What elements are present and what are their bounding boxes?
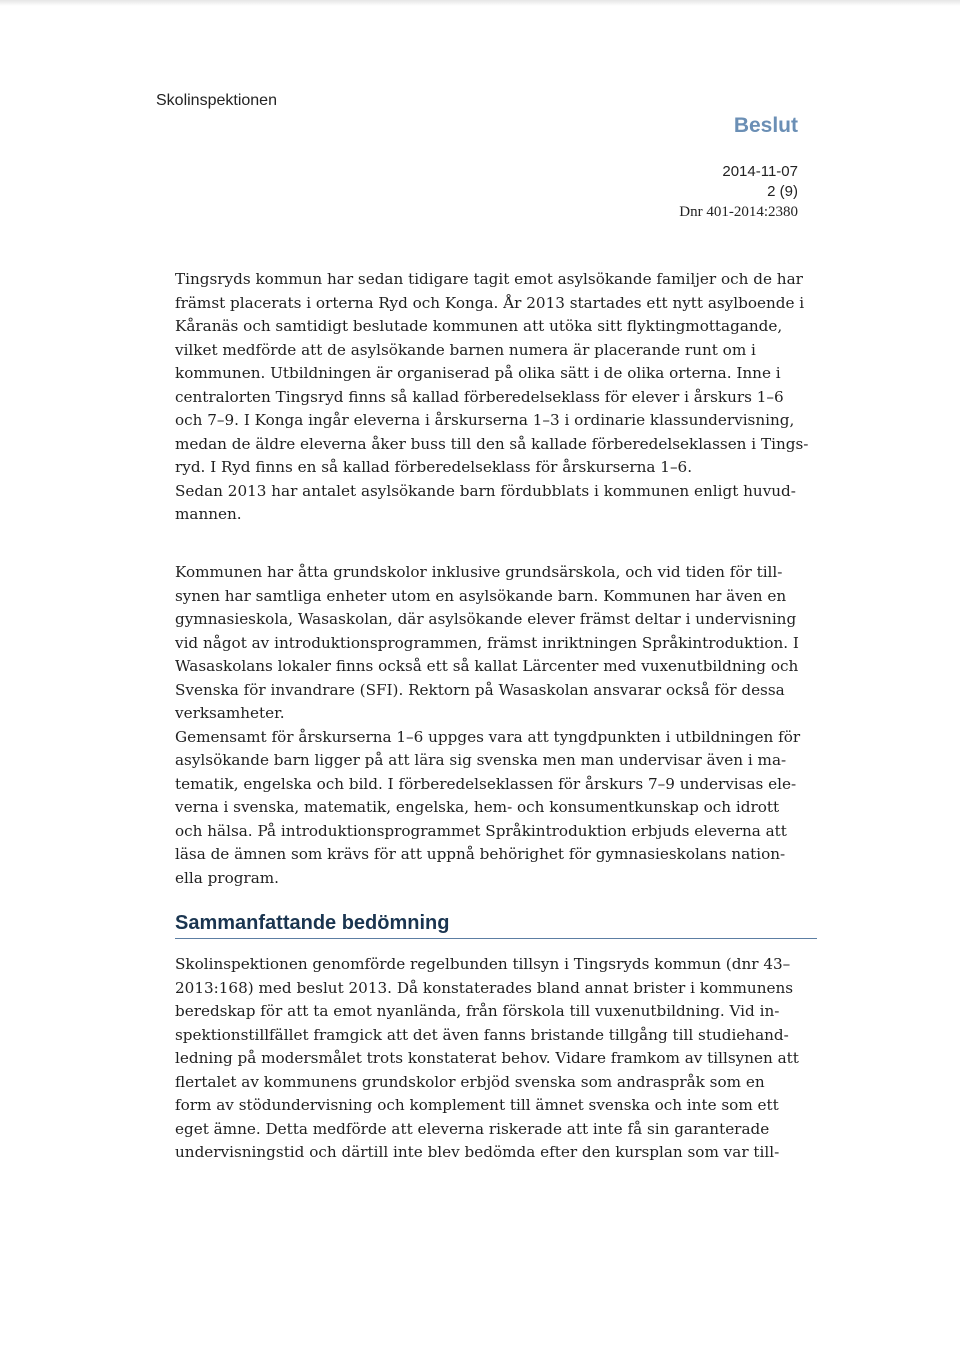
text-line: beredskap för att ta emot nyanlända, från förskola till vuxenutbildning. Vid in- — [175, 1002, 780, 1020]
text-line: Kåranäs och samtidigt beslutade kommunen att utöka sitt flyktingmottagande, — [175, 317, 783, 335]
text-line: centralorten Tingsryd finns så kallad förberedelseklass för elever i årskurs 1–6 — [175, 387, 784, 406]
text-line: medan de äldre eleverna åker buss till den så kallade förberedelseklassen i Tings- — [175, 434, 809, 453]
text-line: form av stödundervisning och komplement till ämnet svenska och inte som ett — [175, 1096, 779, 1114]
text-line: vid något av introduktionsprogrammen, främst inriktningen Språkintroduktion. I — [175, 633, 799, 652]
text-line: vilket medförde att de asylsökande barnen numera är placerande runt om i — [175, 340, 756, 359]
text-line: gymnasieskola, Wasaskolan, där asylsökande elever främst deltar i undervisning — [175, 610, 797, 628]
text-line: 2013:168) med beslut 2013. Då konstaterades bland annat brister i kommunens — [175, 978, 794, 997]
text-line: främst placerats i orterna Ryd och Konga. År 2013 startades ett nytt asylboende i — [175, 293, 805, 312]
text-line: Wasaskolans lokaler finns också ett så kallat Lärcenter med vuxenutbildning och — [175, 657, 799, 675]
reference-number: Dnr 401-2014:2380 — [679, 204, 798, 220]
text-line: Kommunen har åtta grundskolor inklusive grundsärskola, och vid tiden för till- — [175, 563, 783, 581]
text-line: Gemensamt för årskurserna 1–6 uppges vara att tyngdpunkten i utbildningen för — [175, 727, 801, 746]
page-number: 2 (9) — [767, 183, 798, 200]
text-line: spektionstillfället framgick att det även fanns bristande tillgång till studiehand- — [175, 1025, 789, 1044]
document-type-title: Beslut — [733, 114, 798, 137]
paragraph-background — [175, 268, 815, 527]
text-line: mannen. — [175, 505, 242, 523]
paragraph-schools — [175, 561, 815, 890]
text-line: ledning på modersmålet trots konstaterat behov. Vidare framkom av tillsynen att — [175, 1049, 799, 1067]
text-line: undervisningstid och därtill inte blev bedömda efter den kursplan som var till- — [175, 1143, 780, 1161]
text-line: och hälsa. På introduktionsprogrammet Språkintroduktion erbjuds eleverna att — [175, 821, 787, 840]
text-line: synen har samtliga enheter utom en asylsökande barn. Kommunen har även en — [175, 586, 787, 605]
text-line: flertalet av kommunens grundskolor erbjöd svenska som andraspråk som en — [175, 1072, 765, 1091]
document-meta — [679, 162, 798, 222]
text-line: kommunen. Utbildningen är organiserad på olika sätt i de olika orterna. Inne i — [175, 364, 781, 382]
text-line: tematik, engelska och bild. I förberedelseklassen för årskurs 7–9 undervisas ele- — [175, 774, 797, 793]
scan-edge — [0, 0, 960, 6]
text-line: verna i svenska, matematik, engelska, hem- och konsumentkunskap och idrott — [175, 798, 780, 816]
text-line: Sedan 2013 har antalet asylsökande barn fördubblats i kommunen enligt huvud- — [175, 481, 796, 500]
organization-name: Skolinspektionen — [156, 92, 277, 109]
text-line: Skolinspektionen genomförde regelbunden tillsyn i Tingsryds kommun (dnr 43– — [175, 955, 791, 973]
text-line: Tingsryds kommun har sedan tidigare tagit emot asylsökande familjer och de har — [175, 270, 803, 288]
paragraph-assessment — [175, 953, 815, 1165]
section-heading: Sammanfattande bedömning — [175, 912, 817, 939]
text-line: verksamheter. — [175, 704, 285, 722]
text-line: eget ämne. Detta medförde att eleverna riskerade att inte få sin garanterade — [175, 1119, 770, 1138]
text-line: ella program. — [175, 868, 279, 887]
text-line: asylsökande barn ligger på att lära sig svenska men man undervisar även i ma- — [175, 751, 787, 769]
document-date: 2014-11-07 — [722, 163, 798, 180]
text-line: läsa de ämnen som krävs för att uppnå behörighet för gymnasieskolans nation- — [175, 845, 786, 863]
text-line: Svenska för invandrare (SFI). Rektorn på Wasaskolan ansvarar också för dessa — [175, 680, 785, 699]
text-line: ryd. I Ryd finns en så kallad förberedelseklass för årskurserna 1–6. — [175, 458, 693, 476]
text-line: och 7–9. I Konga ingår eleverna i årskurserna 1–3 i ordinarie klassundervisning, — [175, 411, 795, 429]
